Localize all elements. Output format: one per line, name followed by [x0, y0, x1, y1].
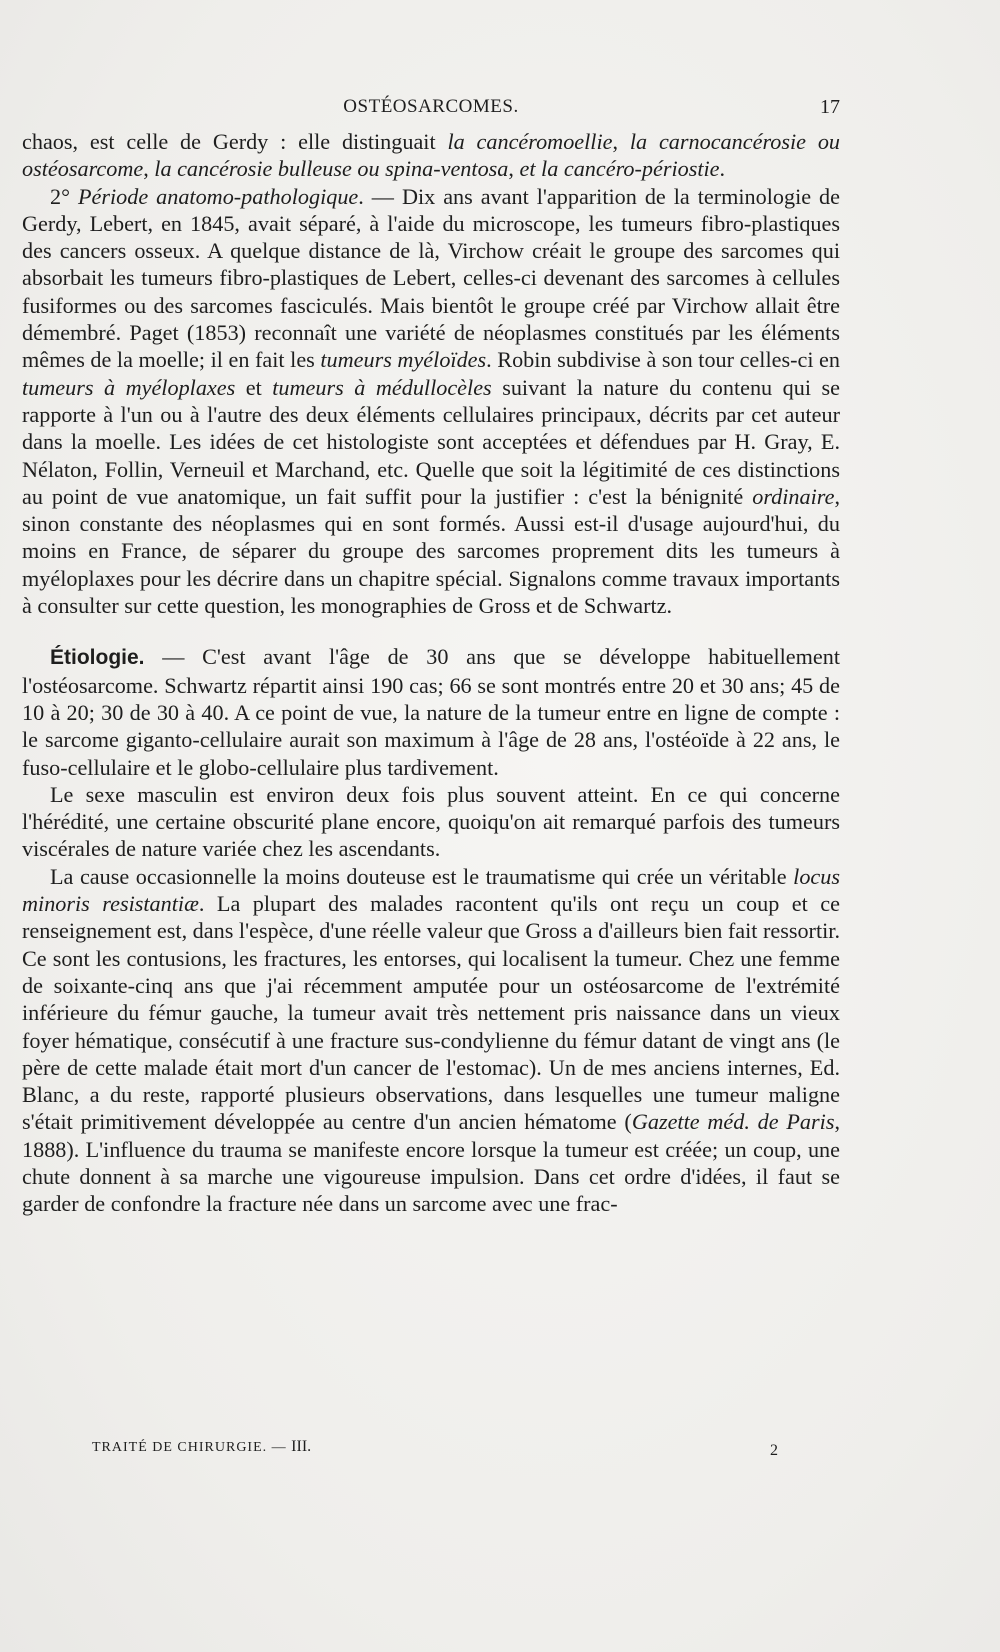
italic-term: et la cancéro-périostie: [519, 156, 720, 182]
footer-volume: III.: [291, 1438, 312, 1455]
text-run: . La plupart des malades racontent qu'ils ont reçu un coup et ce renseignement est, dans l'espèce, d'une réelle valeur que Gross a d'ailleurs bien fait ressortir. Ce sont les contusions, les fractures, les entorses, qui localisent la tumeur. Chez une femme de soixante-cinq ans que j'ai récemment amputée pour un ostéosarcome de l'extrémité inférieure du fémur gauche, la tumeur avait très nettement pris naissance dans un vieux foyer hématique, consécutif à une fracture sus-condylienne du fémur datant de vingt ans (le père de cette malade était mort d'un cancer de l'estomac). Un de mes anciens internes, Ed. Blanc, a du reste, rapporté plusieurs observations, dans lesquelles une tumeur maligne s'était primitivement développée au centre d'un ancien hématome (: [22, 891, 840, 1135]
italic-subheading: Période anatomo-pathologique: [77, 183, 359, 209]
text-run: — C'est avant l'âge de 30 ans que se développe habituellement l'ostéosarcome. Schwartz répartit ainsi 190 cas; 66 se sont montrés entre 20 et 30 ans; 45 de 10 à 20; 30 de 30 à 40. A ce point de vue, la nature de la tumeur entre en ligne de compte : le sarcome giganto-cellulaire aurait son maximum à l'âge de 28 ans, l'ostéoïde à 22 ans, le fuso-cellulaire et le globo-cellulaire plus tardivement.: [22, 644, 840, 780]
paragraph-gerdy-terminology: [22, 128, 840, 183]
paragraph-traumatisme: [22, 863, 840, 1218]
italic-term: tumeurs à médullocèles: [272, 374, 492, 400]
text-run: La cause occasionnelle la moins douteuse est le traumatisme qui crée un véritable: [50, 863, 794, 889]
text-run: , 1888). L'influence du trauma se manifeste encore lorsque la tumeur est créée; un coup, une chute donnent à sa marche une vigoureuse impulsion. Dans cet ordre d'idées, il faut se garder de confondre la fracture née dans un sarcome avec une frac-: [22, 1109, 840, 1217]
text-run: . — Dix ans avant l'apparition de la terminologie de Gerdy, Lebert, en 1845, avait séparé, à l'aide du microscope, les tumeurs fibro-plastiques des cancers osseux. A quelque distance de là, Virchow créait le groupe des sarcomes qui absorbait les tumeurs fibro-plastiques de Lebert, celles-ci devenant des sarcomes à cellules fusiformes ou des sarcomes fasciculés. Mais bientôt le groupe créé par Virchow allait être démembré. Paget (1853) reconnaît une variété de néoplasmes constitués par les éléments mêmes de la moelle; il en fait les: [22, 183, 840, 373]
paragraph-etiologie: [22, 643, 840, 780]
text-run: ,: [508, 156, 520, 182]
footer-title-text: TRAITÉ DE CHIRURGIE. —: [92, 1440, 292, 1455]
body-text: [22, 128, 840, 1218]
paragraph-anatomo-pathologique: [22, 183, 840, 620]
text-run: , sinon constante des néoplasmes qui en sont formés. Aussi est-il d'usage aujourd'hui, du moins en France, de séparer du groupe des sarcomes proprement dits les tumeurs à myéloplaxes pour les décrire dans un chapitre spécial. Signalons comme travaux importants à consulter sur cette question, les monographies de Gross et de Schwartz.: [22, 483, 840, 619]
text-run: chaos, est celle de Gerdy : elle distinguait: [22, 129, 448, 154]
signature-mark: 2: [770, 1442, 778, 1459]
italic-term: ou spina-ventosa: [357, 156, 509, 182]
footer-book-title: [92, 1438, 311, 1456]
text-run: .: [719, 156, 726, 182]
italic-term: locus minoris resistantiæ: [22, 863, 840, 917]
text-run: Le sexe masculin est environ deux fois plus souvent atteint. En ce qui concerne l'hérédité, une certaine obscurité plane encore, quoiqu'on ait remarqué parfois des tumeurs viscérales de nature variée chez les ascendants.: [22, 781, 840, 862]
text-run: . Robin subdivise à son tour celles-ci en: [486, 347, 840, 373]
text-run: [806, 129, 818, 154]
section-heading-etiologie: Étiologie.: [50, 646, 145, 670]
italic-term: tumeurs myéloïdes: [320, 347, 487, 373]
text-run: ,: [612, 129, 630, 154]
italic-term: ordinaire: [752, 483, 835, 509]
page-footer: [92, 1438, 778, 1462]
italic-citation: Gazette méd. de Paris: [631, 1109, 835, 1135]
italic-term: la carnocancérosie: [629, 129, 806, 154]
italic-term: tumeurs à myéloplaxes: [22, 374, 236, 400]
text-run: 2°: [50, 183, 78, 209]
italic-term: la cancéromoellie: [447, 129, 613, 154]
running-head: OSTÉOSARCOMES.: [343, 96, 519, 117]
italic-term: ou ostéosarcome: [22, 129, 841, 182]
paragraph-sexe-heredite: [22, 781, 840, 863]
page-number: 17: [820, 96, 840, 118]
italic-term: la cancérosie bulleuse: [154, 156, 352, 182]
page-header: [22, 96, 840, 122]
text-run: et: [235, 374, 273, 400]
text-run: suivant la nature du contenu qui se rapporte à l'un ou à l'autre des deux éléments cellulaires principaux, décrits par cet auteur dans la moelle. Les idées de cet histologiste sont acceptées et défendues par H. Gray, E. Nélaton, Follin, Verneuil et Marchand, etc. Quelle que soit la légitimité de ces distinctions au point de vue anatomique, un fait suffit pour la justifier : c'est la bénignité: [22, 374, 840, 509]
text-run: ,: [143, 156, 155, 182]
